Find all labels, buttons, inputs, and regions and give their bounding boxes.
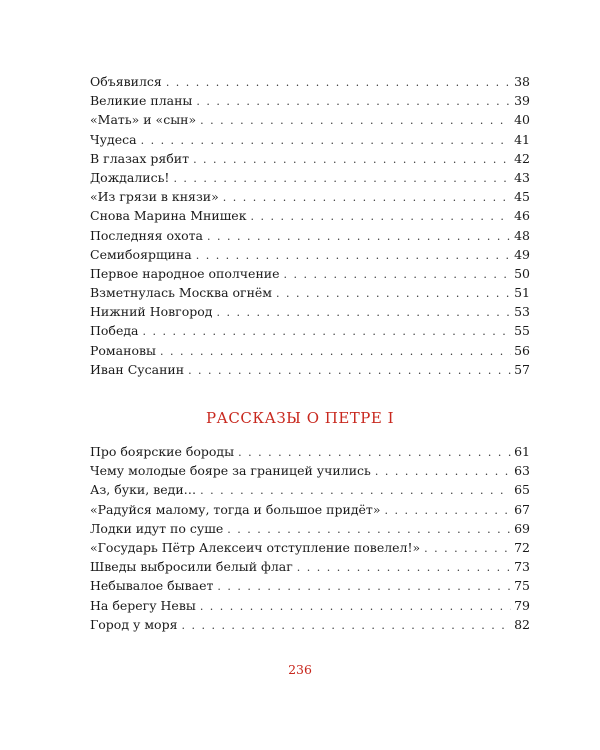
toc-entry <box>90 206 530 225</box>
toc-entry-title: «Мать» и «сын» <box>90 112 197 128</box>
dot-leader <box>223 188 511 207</box>
toc-entry-page: 39 <box>514 93 530 109</box>
toc-entry-title: Аз, буки, веди… <box>90 482 197 498</box>
toc-entry-page: 57 <box>514 361 530 377</box>
toc-entry <box>90 110 530 129</box>
toc-entry <box>90 596 530 615</box>
toc-entry <box>90 283 530 302</box>
dot-leader <box>375 462 511 481</box>
dot-leader <box>217 577 511 596</box>
dot-leader <box>276 284 511 303</box>
dot-leader <box>216 303 511 322</box>
toc-entry <box>90 149 530 168</box>
toc-entry <box>90 442 530 461</box>
toc-entry-title: Иван Сусанин <box>90 361 185 377</box>
toc-entry <box>90 615 530 634</box>
toc-entry <box>90 130 530 149</box>
toc-entry <box>90 461 530 480</box>
toc-entry-title: Великие планы <box>90 93 193 109</box>
toc-entry-page: 63 <box>514 463 530 479</box>
toc-entry-page: 42 <box>514 150 530 166</box>
table-of-contents-part-2 <box>90 442 530 634</box>
toc-entry-page: 40 <box>514 112 530 128</box>
toc-entry <box>90 500 530 519</box>
toc-entry-title: «Радуйся малому, тогда и большое придёт» <box>90 501 381 517</box>
dot-leader <box>193 150 511 169</box>
toc-entry-title: Взметнулась Москва огнём <box>90 285 273 301</box>
toc-entry-page: 49 <box>514 246 530 262</box>
toc-entry-title: Снова Марина Мнишек <box>90 208 247 224</box>
dot-leader <box>188 361 511 380</box>
toc-entry-title: Победа <box>90 323 139 339</box>
toc-entry-page: 56 <box>514 342 530 358</box>
toc-entry-page: 53 <box>514 304 530 320</box>
dot-leader <box>143 322 512 341</box>
dot-leader <box>251 207 512 226</box>
toc-entry-title: Нижний Новгород <box>90 304 213 320</box>
toc-entry <box>90 91 530 110</box>
toc-entry-page: 41 <box>514 131 530 147</box>
toc-entry-title: «Из грязи в князи» <box>90 189 219 205</box>
toc-entry-title: В глазах рябит <box>90 150 190 166</box>
toc-entry-page: 50 <box>514 265 530 281</box>
dot-leader <box>196 92 511 111</box>
page-number: 236 <box>288 662 312 677</box>
toc-entry-title: Чему молодые бояре за границей учились <box>90 463 371 479</box>
toc-entry-page: 67 <box>514 501 530 517</box>
dot-leader <box>384 501 511 520</box>
toc-entry-title: Про боярские бороды <box>90 444 235 459</box>
toc-entry-page: 79 <box>514 597 530 613</box>
dot-leader <box>173 169 511 188</box>
toc-entry-page: 51 <box>514 285 530 301</box>
toc-entry-title: Первое народное ополчение <box>90 265 280 281</box>
toc-entry-title: На берегу Невы <box>90 597 196 613</box>
toc-entry-title: «Государь Пётр Алексеич отступление повелел!» <box>90 539 421 555</box>
toc-entry <box>90 360 530 379</box>
toc-entry-title: Шведы выбросили белый флаг <box>90 559 293 575</box>
toc-entry <box>90 187 530 206</box>
dot-leader <box>238 443 511 462</box>
toc-entry <box>90 226 530 245</box>
toc-entry-title: Лодки идут по суше <box>90 520 224 536</box>
toc-entry-title: Последняя охота <box>90 227 204 243</box>
toc-entry <box>90 245 530 264</box>
toc-entry <box>90 480 530 499</box>
toc-entry-page: 45 <box>514 189 530 205</box>
toc-entry-title: Дождались! <box>90 169 170 185</box>
dot-leader <box>284 265 512 284</box>
dot-leader <box>297 558 511 577</box>
dot-leader <box>207 227 511 246</box>
toc-entry-page: 75 <box>514 578 530 594</box>
toc-entry-title: Объявился <box>90 74 162 89</box>
toc-entry-title: Город у моря <box>90 616 178 632</box>
dot-leader <box>181 616 511 635</box>
dot-leader <box>196 246 511 265</box>
toc-entry <box>90 302 530 321</box>
toc-entry-page: 65 <box>514 482 530 498</box>
toc-entry <box>90 264 530 283</box>
toc-entry-page: 69 <box>514 520 530 536</box>
section-heading: РАССКАЗЫ О ПЕТРЕ I <box>205 409 395 427</box>
dot-leader <box>227 520 511 539</box>
toc-entry-page: 73 <box>514 559 530 575</box>
toc-entry-page: 55 <box>514 323 530 339</box>
dot-leader <box>166 73 511 92</box>
dot-leader <box>141 131 512 150</box>
toc-entry-title: Небывалое бывает <box>90 578 214 594</box>
dot-leader <box>424 539 511 558</box>
toc-entry-page: 43 <box>514 169 530 185</box>
toc-entry-page: 48 <box>514 227 530 243</box>
toc-entry <box>90 168 530 187</box>
toc-entry <box>90 557 530 576</box>
toc-entry-title: Романовы <box>90 342 156 358</box>
toc-entry <box>90 538 530 557</box>
toc-entry-page: 82 <box>514 616 530 632</box>
toc-entry-title: Семибоярщина <box>90 246 192 262</box>
table-of-contents-part-1 <box>90 72 530 379</box>
dot-leader <box>200 481 511 500</box>
toc-entry <box>90 576 530 595</box>
toc-entry-page: 61 <box>514 444 530 459</box>
toc-entry-page: 38 <box>514 74 530 89</box>
toc-entry <box>90 519 530 538</box>
toc-entry <box>90 72 530 91</box>
toc-entry-page: 46 <box>514 208 530 224</box>
dot-leader <box>160 342 511 361</box>
toc-entry <box>90 321 530 340</box>
toc-entry <box>90 341 530 360</box>
dot-leader <box>200 597 511 616</box>
toc-entry-page: 72 <box>514 539 530 555</box>
dot-leader <box>200 111 511 130</box>
toc-entry-title: Чудеса <box>90 131 137 147</box>
